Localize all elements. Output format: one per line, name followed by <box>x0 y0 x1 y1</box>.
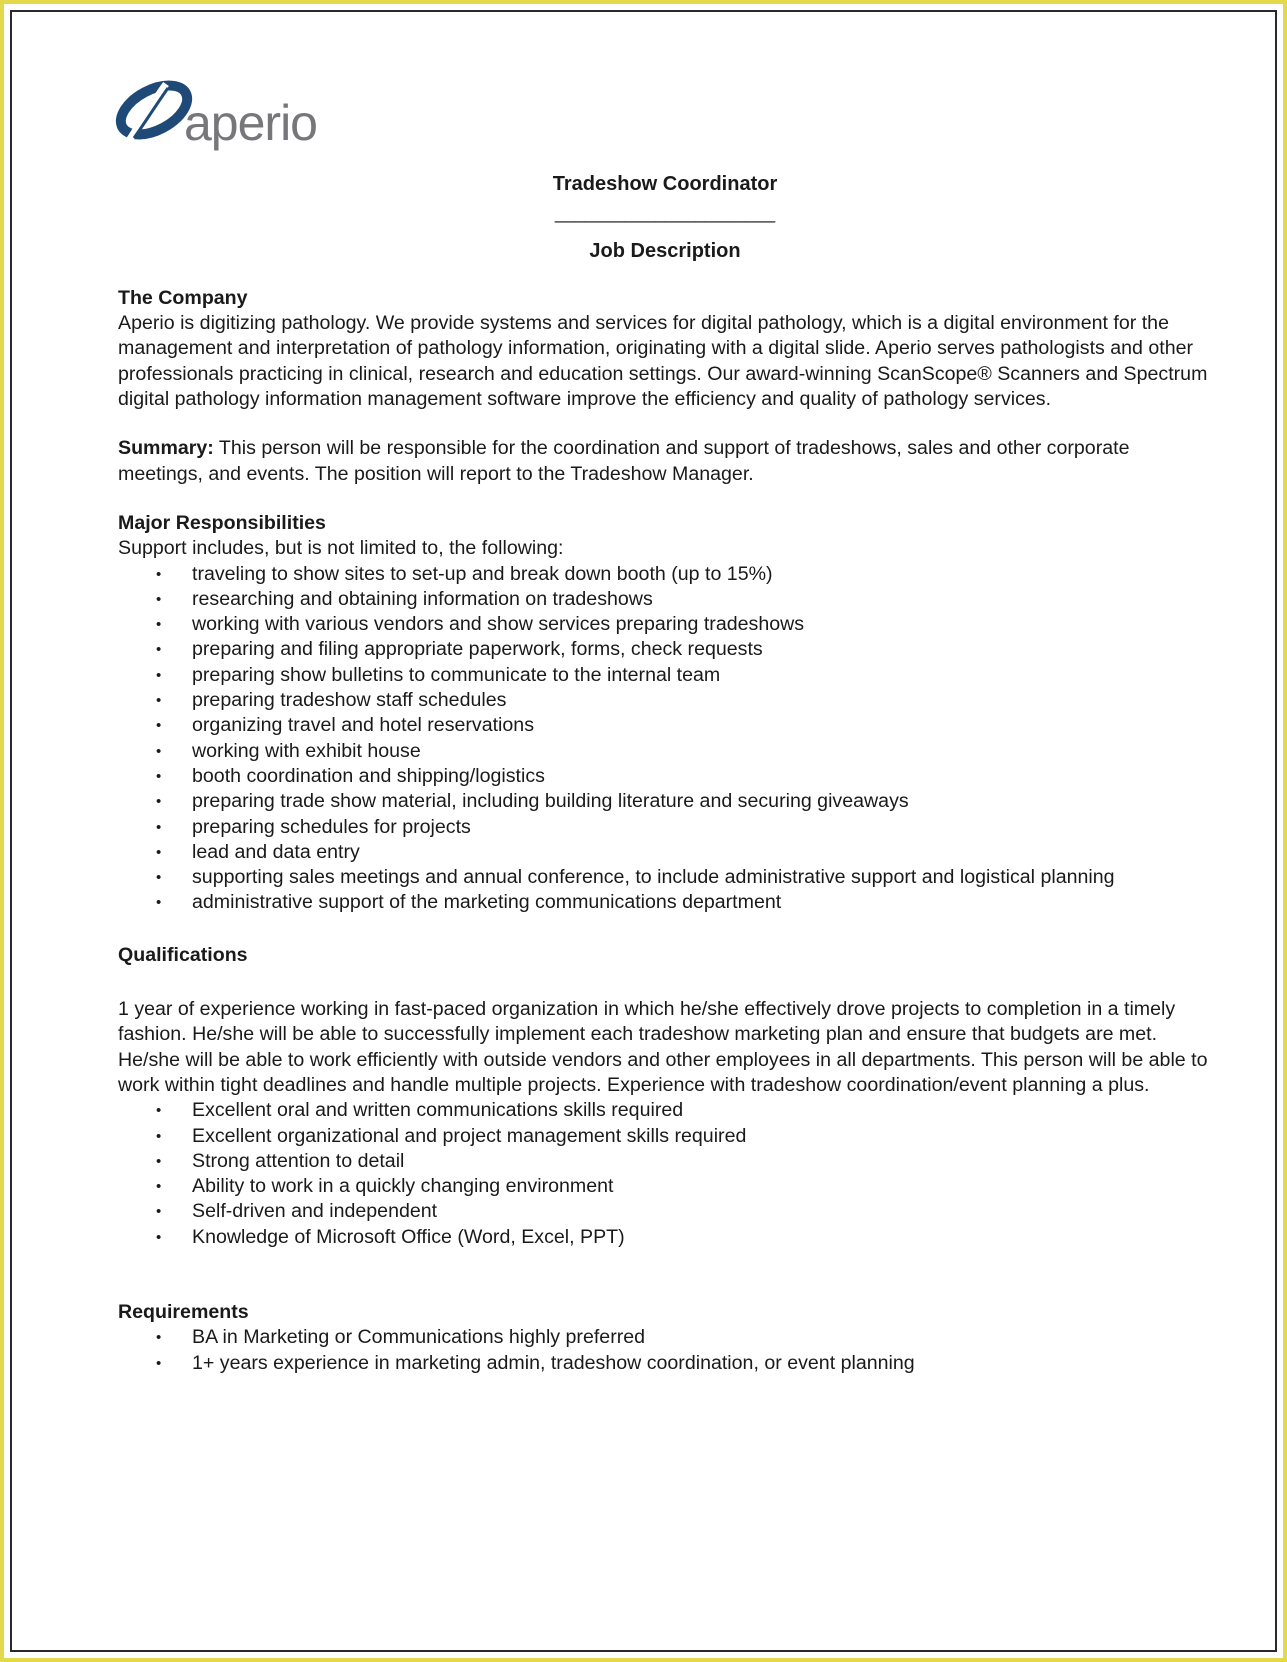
summary-paragraph <box>118 436 1208 487</box>
list-item <box>118 1351 1208 1376</box>
company-section <box>118 286 1208 412</box>
list-item <box>118 713 1208 738</box>
list-item-text: 1+ years experience in marketing admin, tradeshow coordination, or event planning <box>192 1351 915 1374</box>
list-item-text: Knowledge of Microsoft Office (Word, Excel, PPT) <box>192 1225 625 1248</box>
summary-label: Summary: <box>118 437 214 460</box>
header-block <box>20 172 1287 264</box>
list-item <box>118 663 1208 688</box>
title-underline: ______________________ <box>554 203 776 224</box>
list-item <box>118 637 1208 662</box>
list-item <box>118 1325 1208 1350</box>
bullet-icon: • <box>156 1203 162 1221</box>
list-item-text: lead and data entry <box>192 840 360 863</box>
list-item-text: supporting sales meetings and annual conference, to include administrative support and logistical planning <box>192 866 1115 889</box>
list-item <box>118 1124 1208 1149</box>
list-item-text: researching and obtaining information on tradeshows <box>192 587 653 610</box>
bullet-icon: • <box>156 1102 162 1120</box>
list-item <box>118 1149 1208 1174</box>
list-item-text: preparing schedules for projects <box>192 815 471 838</box>
list-item <box>118 688 1208 713</box>
list-item <box>118 1199 1208 1224</box>
list-item-text: Self-driven and independent <box>192 1200 438 1223</box>
bullet-icon: • <box>156 1228 162 1246</box>
qualifications-heading: Qualifications <box>118 943 248 966</box>
bullet-icon: • <box>156 717 162 735</box>
responsibilities-intro: Support includes, but is not limited to, the following: <box>118 537 564 560</box>
bullet-icon: • <box>156 869 162 887</box>
list-item-text: preparing trade show material, including building literature and securing giveaways <box>192 790 909 813</box>
list-item <box>118 562 1208 587</box>
bullet-icon: • <box>156 666 162 684</box>
bullet-icon: • <box>156 818 162 836</box>
list-item-text: administrative support of the marketing communications department <box>192 891 782 914</box>
list-item <box>118 1225 1208 1250</box>
bullet-icon: • <box>156 843 162 861</box>
bullet-icon: • <box>156 742 162 760</box>
list-item-text: Excellent organizational and project management skills required <box>192 1124 747 1147</box>
requirements-list <box>118 1325 1208 1376</box>
responsibilities-section <box>118 511 1208 916</box>
summary-text: This person will be responsible for the coordination and support of tradeshows, sales and other corporate meetings, and events. The position will report to the Tradeshow Manager. <box>118 437 1130 485</box>
bullet-icon: • <box>156 1178 162 1196</box>
list-item-text: working with various vendors and show services preparing tradeshows <box>192 613 805 636</box>
responsibilities-list <box>118 562 1208 916</box>
list-item <box>118 587 1208 612</box>
list-item-text: booth coordination and shipping/logistics <box>192 764 545 787</box>
bullet-icon: • <box>156 692 162 710</box>
list-item <box>118 1098 1208 1123</box>
list-item-text: preparing show bulletins to communicate to the internal team <box>192 663 721 686</box>
document-body <box>118 168 1208 1376</box>
list-item <box>118 1174 1208 1199</box>
bullet-icon: • <box>156 1152 162 1170</box>
list-item <box>118 815 1208 840</box>
list-item-text: Ability to work in a quickly changing environment <box>192 1175 614 1198</box>
summary-section <box>118 436 1208 487</box>
page-title: Tradeshow Coordinator <box>552 173 778 195</box>
list-item <box>118 840 1208 865</box>
bullet-icon: • <box>156 894 162 912</box>
list-item-text: working with exhibit house <box>192 739 421 762</box>
list-item-text: preparing and filing appropriate paperwork, forms, check requests <box>192 638 763 661</box>
company-heading: The Company <box>118 286 248 309</box>
qualifications-paragraph: 1 year of experience working in fast-paced organization in which he/she effectively drove projects to completion in a timely fashion. He/she will be able to successfully implement each tradeshow marketing plan and ensure that budgets are met. He/she will be able to work efficiently with outside vendors and other employees in all departments. This person will be able to work within tight deadlines and handle multiple projects. Experience with tradeshow coordination/event planning a plus. <box>118 998 1208 1096</box>
bullet-icon: • <box>156 616 162 634</box>
list-item-text: traveling to show sites to set-up and break down booth (up to 15%) <box>192 562 773 585</box>
list-item <box>118 764 1208 789</box>
company-paragraph: Aperio is digitizing pathology. We provide systems and services for digital pathology, which is a digital environment for the management and interpretation of pathology information, originating with a digital slide. Aperio serves pathologists and other professionals practicing in clinical, research and education settings. Our award-winning ScanScope® Scanners and Spectrum digital pathology information management software improve the efficiency and quality of pathology services. <box>118 312 1208 411</box>
list-item <box>118 865 1208 890</box>
requirements-section <box>118 1300 1208 1376</box>
list-item-text: preparing tradeshow staff schedules <box>192 689 507 712</box>
bullet-icon: • <box>156 590 162 608</box>
page-subtitle: Job Description <box>589 239 741 262</box>
list-item-text: organizing travel and hotel reservations <box>192 714 535 737</box>
bullet-icon: • <box>156 1329 162 1347</box>
bullet-icon: • <box>156 1127 162 1145</box>
qualifications-section <box>118 943 1208 1250</box>
logo-wordmark: aperio <box>184 95 317 151</box>
responsibilities-heading: Major Responsibilities <box>118 511 326 534</box>
bullet-icon: • <box>156 767 162 785</box>
list-item-text: Excellent oral and written communications skills required <box>192 1099 684 1122</box>
bullet-icon: • <box>156 1354 162 1372</box>
bullet-icon: • <box>156 793 162 811</box>
list-item <box>118 789 1208 814</box>
bullet-icon: • <box>156 641 162 659</box>
list-item-text: BA in Marketing or Communications highly preferred <box>192 1326 646 1349</box>
requirements-heading: Requirements <box>118 1300 249 1323</box>
aperio-logo <box>114 76 334 176</box>
list-item <box>118 739 1208 764</box>
list-item <box>118 612 1208 637</box>
bullet-icon: • <box>156 565 162 583</box>
list-item <box>118 890 1208 915</box>
qualifications-list <box>118 1098 1208 1250</box>
list-item-text: Strong attention to detail <box>192 1149 405 1172</box>
